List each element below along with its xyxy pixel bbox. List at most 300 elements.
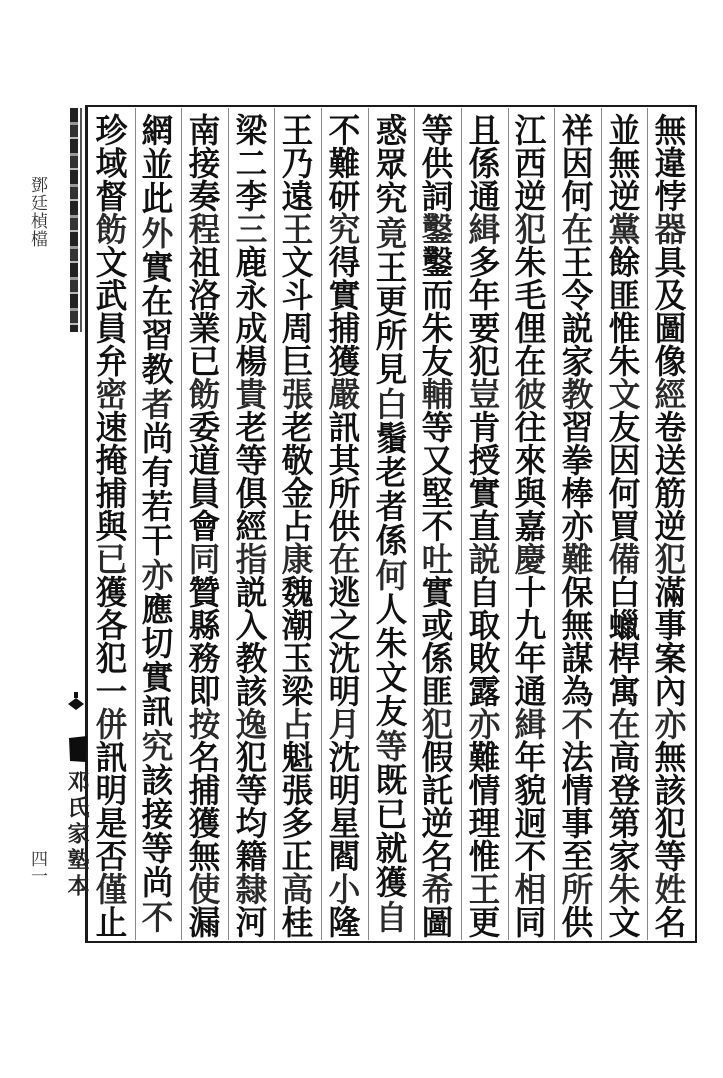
- manuscript-char: 犯: [468, 342, 501, 381]
- manuscript-char: 與: [515, 474, 547, 513]
- manuscript-char: 犯: [421, 705, 454, 744]
- manuscript-char: 武: [95, 276, 128, 315]
- manuscript-char: 逆: [421, 804, 454, 843]
- manuscript-char: 露: [468, 672, 501, 711]
- manuscript-char: 緝: [515, 705, 547, 744]
- manuscript-column: [370, 111, 412, 937]
- manuscript-char: 通: [468, 177, 501, 216]
- manuscript-char: 者: [375, 487, 407, 527]
- manuscript-column: [184, 111, 226, 942]
- manuscript-char: 王: [375, 247, 407, 287]
- manuscript-char: 家: [608, 837, 640, 876]
- manuscript-char: 同: [188, 540, 221, 579]
- manuscript-char: 桂: [281, 903, 314, 942]
- manuscript-char: 各: [95, 606, 128, 645]
- manuscript-char: 友: [421, 342, 454, 381]
- manuscript-char: 入: [235, 606, 267, 645]
- manuscript-char: 實: [468, 474, 501, 513]
- manuscript-char: 犯: [515, 210, 547, 249]
- manuscript-char: 彼: [515, 375, 547, 414]
- manuscript-char: 豈: [468, 375, 501, 414]
- manuscript-char: 高: [281, 870, 314, 909]
- manuscript-char: 難: [561, 540, 594, 579]
- manuscript-char: 乃: [281, 144, 314, 183]
- manuscript-char: 王: [281, 111, 314, 150]
- manuscript-char: 捕: [95, 474, 128, 513]
- manuscript-char: 占: [281, 705, 314, 744]
- manuscript-char: 説: [468, 540, 501, 579]
- manuscript-char: 所: [328, 474, 361, 513]
- manuscript-char: 無: [561, 606, 594, 645]
- manuscript-char: 網: [142, 111, 174, 150]
- manuscript-char: 係: [421, 639, 454, 678]
- manuscript-char: 供: [561, 903, 594, 942]
- manuscript-char: 貌: [515, 771, 547, 810]
- manuscript-char: 見: [375, 350, 407, 390]
- manuscript-char: 鬚: [375, 418, 407, 458]
- manuscript-char: 令: [561, 276, 594, 315]
- manuscript-char: 不: [142, 897, 174, 937]
- manuscript-char: 第: [608, 804, 640, 843]
- manuscript-char: 逸: [235, 705, 267, 744]
- manuscript-char: 金: [281, 474, 314, 513]
- manuscript-char: 周: [281, 309, 314, 348]
- manuscript-char: 速: [95, 408, 128, 447]
- manuscript-char: 拳: [561, 441, 594, 480]
- manuscript-char: 會: [188, 507, 221, 546]
- manuscript-char: 名: [421, 837, 454, 876]
- manuscript-char: 程: [188, 210, 221, 249]
- manuscript-char: 亦: [654, 705, 687, 744]
- manuscript-char: 指: [235, 540, 267, 579]
- column-divider: [274, 108, 275, 940]
- manuscript-char: 或: [421, 606, 454, 645]
- manuscript-char: 王: [468, 870, 501, 909]
- manuscript-char: 等: [142, 829, 174, 869]
- manuscript-char: 均: [235, 804, 267, 843]
- manuscript-char: 而: [421, 276, 454, 315]
- manuscript-char: 接: [142, 795, 174, 835]
- manuscript-char: 圖: [654, 309, 687, 348]
- manuscript-char: 備: [608, 540, 640, 579]
- manuscript-char: 圖: [421, 903, 454, 942]
- manuscript-char: 為: [561, 672, 594, 711]
- manuscript-char: 江: [515, 111, 547, 150]
- manuscript-char: 奏: [188, 177, 221, 216]
- manuscript-char: 嚴: [328, 375, 361, 414]
- manuscript-char: 習: [561, 408, 594, 447]
- manuscript-char: 何: [375, 555, 407, 595]
- manuscript-char: 名: [654, 903, 687, 942]
- manuscript-char: 干: [142, 521, 174, 561]
- manuscript-char: 犯: [654, 540, 687, 579]
- manuscript-char: 是: [95, 804, 128, 843]
- manuscript-char: 督: [95, 177, 128, 216]
- column-divider: [601, 108, 602, 940]
- manuscript-char: 且: [468, 111, 501, 150]
- manuscript-char: 慶: [515, 540, 547, 579]
- manuscript-char: 白: [375, 384, 407, 424]
- manuscript-char: 自: [375, 897, 407, 937]
- manuscript-char: 係: [375, 521, 407, 561]
- manuscript-char: 情: [561, 771, 594, 810]
- manuscript-char: 不: [421, 507, 454, 546]
- manuscript-char: 鹿: [235, 243, 267, 282]
- manuscript-char: 贊: [188, 573, 221, 612]
- manuscript-char: 送: [654, 441, 687, 480]
- manuscript-char: 更: [468, 903, 501, 942]
- manuscript-column: [510, 111, 552, 942]
- manuscript-char: 教: [142, 350, 174, 390]
- manuscript-char: 事: [561, 804, 594, 843]
- manuscript-char: 説: [561, 309, 594, 348]
- manuscript-char: 文: [608, 903, 640, 942]
- manuscript-char: 亦: [468, 705, 501, 744]
- manuscript-char: 二: [235, 144, 267, 183]
- manuscript-char: 否: [95, 837, 128, 876]
- manuscript-char: 在: [561, 210, 594, 249]
- manuscript-char: 西: [515, 144, 547, 183]
- manuscript-char: 星: [328, 804, 361, 843]
- manuscript-char: 逃: [328, 573, 361, 612]
- manuscript-char: 漏: [188, 903, 221, 942]
- manuscript-char: 像: [654, 342, 687, 381]
- manuscript-char: 尚: [142, 863, 174, 903]
- manuscript-char: 就: [375, 829, 407, 869]
- manuscript-char: 至: [561, 837, 594, 876]
- manuscript-char: 係: [468, 144, 501, 183]
- manuscript-char: 已: [375, 795, 407, 835]
- manuscript-char: 白: [608, 573, 640, 612]
- manuscript-char: 訊: [142, 692, 174, 732]
- manuscript-char: 匪: [421, 672, 454, 711]
- manuscript-char: 此: [142, 179, 174, 219]
- manuscript-char: 姓: [654, 870, 687, 909]
- manuscript-char: 河: [235, 903, 267, 942]
- manuscript-char: 説: [235, 573, 267, 612]
- manuscript-char: 之: [328, 606, 361, 645]
- manuscript-char: 取: [468, 606, 501, 645]
- manuscript-char: 朱: [421, 309, 454, 348]
- manuscript-char: 沈: [328, 639, 361, 678]
- manuscript-char: 高: [608, 738, 640, 777]
- manuscript-char: 託: [421, 771, 454, 810]
- manuscript-char: 南: [188, 111, 221, 150]
- manuscript-char: 亦: [142, 555, 174, 595]
- manuscript-char: 正: [281, 837, 314, 876]
- manuscript-char: 經: [235, 507, 267, 546]
- manuscript-char: 一: [95, 672, 128, 711]
- manuscript-char: 無: [654, 111, 687, 150]
- manuscript-char: 既: [375, 760, 407, 800]
- manuscript-char: 接: [188, 144, 221, 183]
- manuscript-char: 掩: [95, 441, 128, 480]
- column-divider: [554, 108, 555, 940]
- manuscript-char: 成: [235, 309, 267, 348]
- manuscript-char: 逆: [654, 507, 687, 546]
- manuscript-char: 要: [468, 309, 501, 348]
- manuscript-char: 員: [188, 474, 221, 513]
- manuscript-char: 犯: [654, 804, 687, 843]
- manuscript-char: 飭: [188, 375, 221, 414]
- manuscript-char: 梁: [281, 672, 314, 711]
- manuscript-char: 密: [95, 375, 128, 414]
- manuscript-char: 在: [142, 282, 174, 322]
- column-divider: [321, 108, 322, 940]
- manuscript-char: 獲: [375, 863, 407, 903]
- manuscript-char: 何: [608, 474, 640, 513]
- manuscript-char: 王: [561, 243, 594, 282]
- manuscript-char: 黨: [608, 210, 640, 249]
- manuscript-char: 老: [235, 408, 267, 447]
- manuscript-char: 若: [142, 487, 174, 527]
- column-divider: [135, 108, 136, 940]
- manuscript-char: 違: [654, 144, 687, 183]
- manuscript-char: 棒: [561, 474, 594, 513]
- manuscript-char: 委: [188, 408, 221, 447]
- manuscript-char: 明: [328, 771, 361, 810]
- manuscript-char: 因: [608, 441, 640, 480]
- page-number: 四一: [27, 850, 47, 884]
- manuscript-char: 該: [654, 771, 687, 810]
- manuscript-char: 輔: [421, 375, 454, 414]
- manuscript-char: 訊: [328, 408, 361, 447]
- manuscript-column: [90, 111, 132, 942]
- manuscript-char: 遠: [281, 177, 314, 216]
- manuscript-char: 珍: [95, 111, 128, 150]
- manuscript-char: 張: [281, 375, 314, 414]
- manuscript-char: 弁: [95, 342, 128, 381]
- column-divider: [508, 108, 509, 940]
- manuscript-char: 務: [188, 639, 221, 678]
- manuscript-char: 玉: [281, 639, 314, 678]
- manuscript-char: 在: [515, 342, 547, 381]
- manuscript-char: 俱: [235, 474, 267, 513]
- manuscript-char: 逆: [515, 177, 547, 216]
- manuscript-char: 不: [328, 111, 361, 150]
- manuscript-char: 實: [421, 573, 454, 612]
- manuscript-char: 捕: [188, 771, 221, 810]
- manuscript-char: 情: [468, 771, 501, 810]
- manuscript-char: 道: [188, 441, 221, 480]
- manuscript-column: [417, 111, 459, 942]
- manuscript-char: 三: [235, 210, 267, 249]
- manuscript-char: 家: [561, 342, 594, 381]
- manuscript-char: 按: [188, 705, 221, 744]
- manuscript-char: 更: [375, 282, 407, 322]
- manuscript-char: 經: [654, 375, 687, 414]
- manuscript-char: 朱: [515, 243, 547, 282]
- manuscript-char: 即: [188, 672, 221, 711]
- manuscript-char: 事: [654, 606, 687, 645]
- manuscript-char: 巨: [281, 342, 314, 381]
- column-divider: [228, 108, 229, 940]
- manuscript-char: 祖: [188, 243, 221, 282]
- manuscript-char: 該: [235, 672, 267, 711]
- manuscript-char: 迥: [515, 804, 547, 843]
- manuscript-char: 名: [188, 738, 221, 777]
- manuscript-char: 文: [608, 375, 640, 414]
- manuscript-char: 使: [188, 870, 221, 909]
- manuscript-char: 鑿: [421, 210, 454, 249]
- manuscript-char: 因: [561, 144, 594, 183]
- manuscript-char: 貴: [235, 375, 267, 414]
- manuscript-char: 僅: [95, 870, 128, 909]
- manuscript-char: 授: [468, 441, 501, 480]
- manuscript-char: 自: [468, 573, 501, 612]
- manuscript-char: 無: [188, 837, 221, 876]
- manuscript-char: 該: [142, 760, 174, 800]
- manuscript-char: 友: [375, 692, 407, 732]
- manuscript-char: 實: [142, 247, 174, 287]
- manuscript-char: 張: [281, 771, 314, 810]
- manuscript-char: 習: [142, 316, 174, 356]
- manuscript-char: 止: [95, 903, 128, 942]
- manuscript-char: 敗: [468, 639, 501, 678]
- column-divider: [647, 108, 648, 940]
- manuscript-char: 閻: [328, 837, 361, 876]
- manuscript-char: 所: [561, 870, 594, 909]
- manuscript-char: 朱: [375, 624, 407, 664]
- manuscript-char: 究: [328, 210, 361, 249]
- manuscript-char: 直: [468, 507, 501, 546]
- printer-mark: 邓氏家塾本: [64, 770, 90, 900]
- manuscript-char: 毛: [515, 276, 547, 315]
- manuscript-char: 明: [95, 771, 128, 810]
- manuscript-char: 並: [142, 145, 174, 185]
- manuscript-char: 惟: [468, 837, 501, 876]
- manuscript-char: 不: [561, 705, 594, 744]
- manuscript-column: [463, 111, 505, 942]
- manuscript-char: 蠟: [608, 606, 640, 645]
- manuscript-column: [323, 111, 365, 942]
- manuscript-char: 實: [328, 276, 361, 315]
- manuscript-char: 筋: [654, 474, 687, 513]
- manuscript-char: 尚: [142, 418, 174, 458]
- manuscript-char: 多: [468, 243, 501, 282]
- manuscript-column: [650, 111, 692, 942]
- manuscript-char: 往: [515, 408, 547, 447]
- manuscript-char: 吐: [421, 540, 454, 579]
- manuscript-char: 捕: [328, 309, 361, 348]
- manuscript-char: 縣: [188, 606, 221, 645]
- manuscript-char: 多: [281, 804, 314, 843]
- manuscript-char: 犯: [95, 639, 128, 678]
- manuscript-column: [230, 111, 272, 942]
- manuscript-char: 登: [608, 771, 640, 810]
- manuscript-char: 隸: [235, 870, 267, 909]
- manuscript-char: 在: [328, 540, 361, 579]
- manuscript-char: 李: [235, 177, 267, 216]
- manuscript-char: 者: [142, 384, 174, 424]
- manuscript-char: 案: [654, 639, 687, 678]
- manuscript-char: 已: [188, 342, 221, 381]
- column-divider: [461, 108, 462, 940]
- manuscript-char: 謀: [561, 639, 594, 678]
- manuscript-char: 潮: [281, 606, 314, 645]
- margin-rule-heavy: [70, 108, 78, 332]
- manuscript-char: 卷: [654, 408, 687, 447]
- manuscript-char: 無: [608, 144, 640, 183]
- manuscript-char: 供: [328, 507, 361, 546]
- manuscript-char: 占: [281, 507, 314, 546]
- manuscript-char: 獲: [95, 573, 128, 612]
- manuscript-char: 詞: [421, 177, 454, 216]
- manuscript-char: 嘉: [515, 507, 547, 546]
- manuscript-char: 併: [95, 705, 128, 744]
- manuscript-char: 在: [608, 705, 640, 744]
- manuscript-char: 同: [515, 903, 547, 942]
- manuscript-char: 具: [654, 243, 687, 282]
- manuscript-char: 九: [515, 606, 547, 645]
- manuscript-char: 洛: [188, 276, 221, 315]
- manuscript-char: 與: [95, 507, 128, 546]
- manuscript-char: 籍: [235, 837, 267, 876]
- manuscript-char: 等: [421, 408, 454, 447]
- manuscript-char: 員: [95, 309, 128, 348]
- manuscript-char: 梁: [235, 111, 267, 150]
- manuscript-char: 供: [421, 144, 454, 183]
- manuscript-char: 年: [468, 276, 501, 315]
- manuscript-char: 通: [515, 672, 547, 711]
- manuscript-column: [603, 111, 645, 942]
- archive-side-title: 鄧廷楨檔: [27, 176, 47, 248]
- manuscript-column: [137, 111, 179, 937]
- manuscript-char: 寓: [608, 672, 640, 711]
- column-divider: [368, 108, 369, 940]
- manuscript-char: 難: [328, 144, 361, 183]
- manuscript-char: 業: [188, 309, 221, 348]
- manuscript-char: 難: [468, 738, 501, 777]
- column-divider: [181, 108, 182, 940]
- manuscript-char: 器: [654, 210, 687, 249]
- manuscript-char: 康: [281, 540, 314, 579]
- manuscript-char: 堅: [421, 474, 454, 513]
- manuscript-char: 緝: [468, 210, 501, 249]
- manuscript-char: 沈: [328, 738, 361, 777]
- manuscript-column: [277, 111, 319, 942]
- manuscript-char: 魏: [281, 573, 314, 612]
- manuscript-char: 等: [421, 111, 454, 150]
- manuscript-char: 保: [561, 573, 594, 612]
- manuscript-char: 朱: [608, 342, 640, 381]
- manuscript-char: 犯: [235, 738, 267, 777]
- manuscript-char: 訊: [95, 738, 128, 777]
- manuscript-char: 文: [281, 243, 314, 282]
- manuscript-char: 買: [608, 507, 640, 546]
- manuscript-char: 人: [375, 589, 407, 629]
- manuscript-char: 獲: [188, 804, 221, 843]
- column-divider: [414, 108, 415, 940]
- manuscript-char: 假: [421, 738, 454, 777]
- manuscript-char: 文: [95, 243, 128, 282]
- manuscript-char: 已: [95, 540, 128, 579]
- manuscript-char: 文: [375, 658, 407, 698]
- manuscript-char: 及: [654, 276, 687, 315]
- manuscript-char: 小: [328, 870, 361, 909]
- manuscript-char: 應: [142, 589, 174, 629]
- manuscript-char: 惑: [375, 111, 407, 150]
- manuscript-char: 惟: [608, 309, 640, 348]
- manuscript-char: 匪: [608, 276, 640, 315]
- manuscript-char: 等: [654, 837, 687, 876]
- manuscript-char: 切: [142, 624, 174, 664]
- manuscript-char: 逆: [608, 177, 640, 216]
- manuscript-char: 何: [561, 177, 594, 216]
- manuscript-char: 俚: [515, 309, 547, 348]
- manuscript-char: 悖: [654, 177, 687, 216]
- manuscript-char: 隆: [328, 903, 361, 942]
